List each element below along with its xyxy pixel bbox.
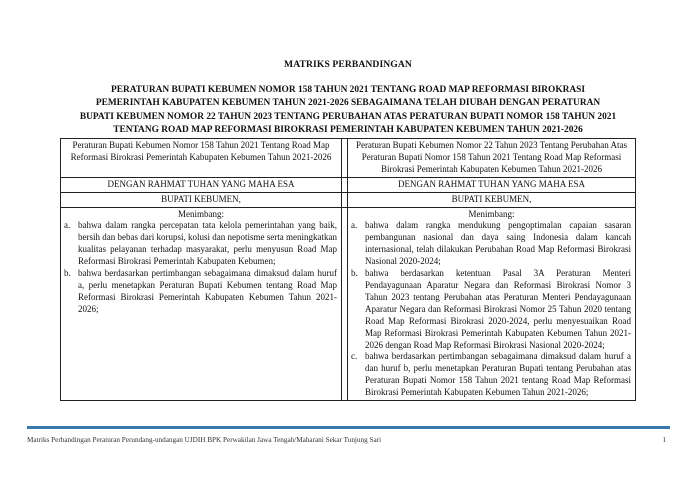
document-title: MATRIKS PERBANDINGAN xyxy=(284,59,412,70)
list-item xyxy=(352,220,631,268)
right-considerations-list xyxy=(352,220,631,399)
footer-divider xyxy=(27,426,670,429)
table-row xyxy=(61,192,636,207)
left-opening: DENGAN RAHMAT TUHAN YANG MAHA ESA xyxy=(61,177,342,192)
list-item xyxy=(65,220,337,268)
item-marker: a. xyxy=(351,220,358,231)
right-opening: DENGAN RAHMAT TUHAN YANG MAHA ESA xyxy=(348,177,636,192)
right-column-header: Peraturan Bupati Kebumen Nomor 22 Tahun 2023 Tentang Perubahan Atas Peraturan Bupati Nomor 158 Tahun 2021 Tentang Road Map Reformasi Birokrasi Pemerintah Kabupaten Kebumen Tahun 2021-2026 xyxy=(348,139,636,178)
item-text: bahwa dalam rangka percepatan tata kelola pemerintahan yang baik, bersih dan bebas dari korupsi, kolusi dan nepotisme serta meningkatkan kualitas pelayanan terhadap masyarakat, perlu menyusun Road Map Reformasi Birokrasi Pemerintah Kabupaten Kebumen; xyxy=(78,220,337,267)
right-authority: BUPATI KEBUMEN, xyxy=(348,192,636,207)
left-considerations-list xyxy=(65,220,337,315)
item-text: bahwa berdasarkan pertimbangan sebagaimana dimaksud dalam huruf a, perlu menetapkan Peraturan Bupati Kebumen tentang Road Map Reformasi Birokrasi Pemerintah Kabupaten Kebumen Tahun 2021-2026; xyxy=(78,268,337,314)
item-marker: a. xyxy=(64,220,71,231)
right-considerations-cell xyxy=(348,207,636,401)
footer-text: Matriks Perbandingan Peraturan Perundang-undangan UJDIH BPK Perwakilan Jawa Tengah/Maharani Sekar Tunjung Sari xyxy=(27,436,382,444)
subtitle-line: BUPATI KEBUMEN NOMOR 22 TAHUN 2023 TENTANG PERUBAHAN ATAS PERATURAN BUPATI NOMOR 158 TAHUN 2021 xyxy=(79,111,617,122)
subtitle-line: PERATURAN BUPATI KEBUMEN NOMOR 158 TAHUN 2021 TENTANG ROAD MAP REFORMASI BIROKRASI xyxy=(110,85,586,95)
document-subtitle xyxy=(56,84,640,137)
left-authority: BUPATI KEBUMEN, xyxy=(61,192,342,207)
right-considering-label: Menimbang: xyxy=(468,208,515,219)
page-number: 1 xyxy=(662,436,666,444)
table-row xyxy=(61,207,636,401)
list-item xyxy=(352,268,631,351)
item-text: bahwa berdasarkan ketentuan Pasal 3A Peraturan Menteri Pendayagunaan Aparatur Negara dan Reformasi Birokrasi Nomor 3 Tahun 2023 tentang Perubahan atas Peraturan Menteri Pendayagunaan Aparatur Negara dan Reformasi Birokrasi Nomor 25 Tahun 2020 tentang Road Map Reformasi Birokrasi 2020-2024, perlu menyesuaikan Road Map Reformasi Birokrasi Pemerintah Kabupaten Kebumen Tahun 2021-2026 dengan Road Map Reformasi Birokrasi Nasional 2020-2024; xyxy=(365,268,631,350)
table-row xyxy=(61,177,636,192)
subtitle-line: PEMERINTAH KABUPATEN KEBUMEN TAHUN 2021-2026 SEBAGAIMANA TELAH DIUBAH DENGAN PERATURAN xyxy=(95,98,601,109)
item-marker: b. xyxy=(64,268,71,279)
item-marker: b. xyxy=(351,268,358,279)
list-item xyxy=(352,351,631,399)
left-column-header: Peraturan Bupati Kebumen Nomor 158 Tahun 2021 Tentang Road Map Reformasi Birokrasi Pemerintah Kabupaten Kebumen Tahun 2021-2026 xyxy=(61,139,342,178)
table-row xyxy=(61,139,636,178)
item-text: bahwa dalam rangka mendukung pengoptimalan capaian sasaran pembangunan nasional dan daya saing Indonesia dalam kancah internasional, telah dilakukan Perubahan Road Map Reformasi Birokrasi Nasional 2020-2024; xyxy=(365,220,631,267)
left-considering-label: Menimbang: xyxy=(178,208,224,219)
item-text: bahwa berdasarkan pertimbangan sebagaimana dimaksud dalam huruf a dan huruf b, perlu menetapkan Peraturan Bupati tentang Perubahan atas Peraturan Bupati Nomor 158 Tahun 2021 tentang Road Map Reformasi Birokrasi Pemerintah Kabupaten Kebumen Tahun 2021-2026; xyxy=(365,351,631,398)
item-marker: c. xyxy=(351,351,358,362)
list-item xyxy=(65,268,337,316)
subtitle-line: TENTANG ROAD MAP REFORMASI BIROKRASI PEMERINTAH KABUPATEN KEBUMEN TAHUN 2021-2026 xyxy=(113,124,583,135)
left-considerations-cell xyxy=(61,207,342,401)
comparison-table xyxy=(60,138,636,401)
